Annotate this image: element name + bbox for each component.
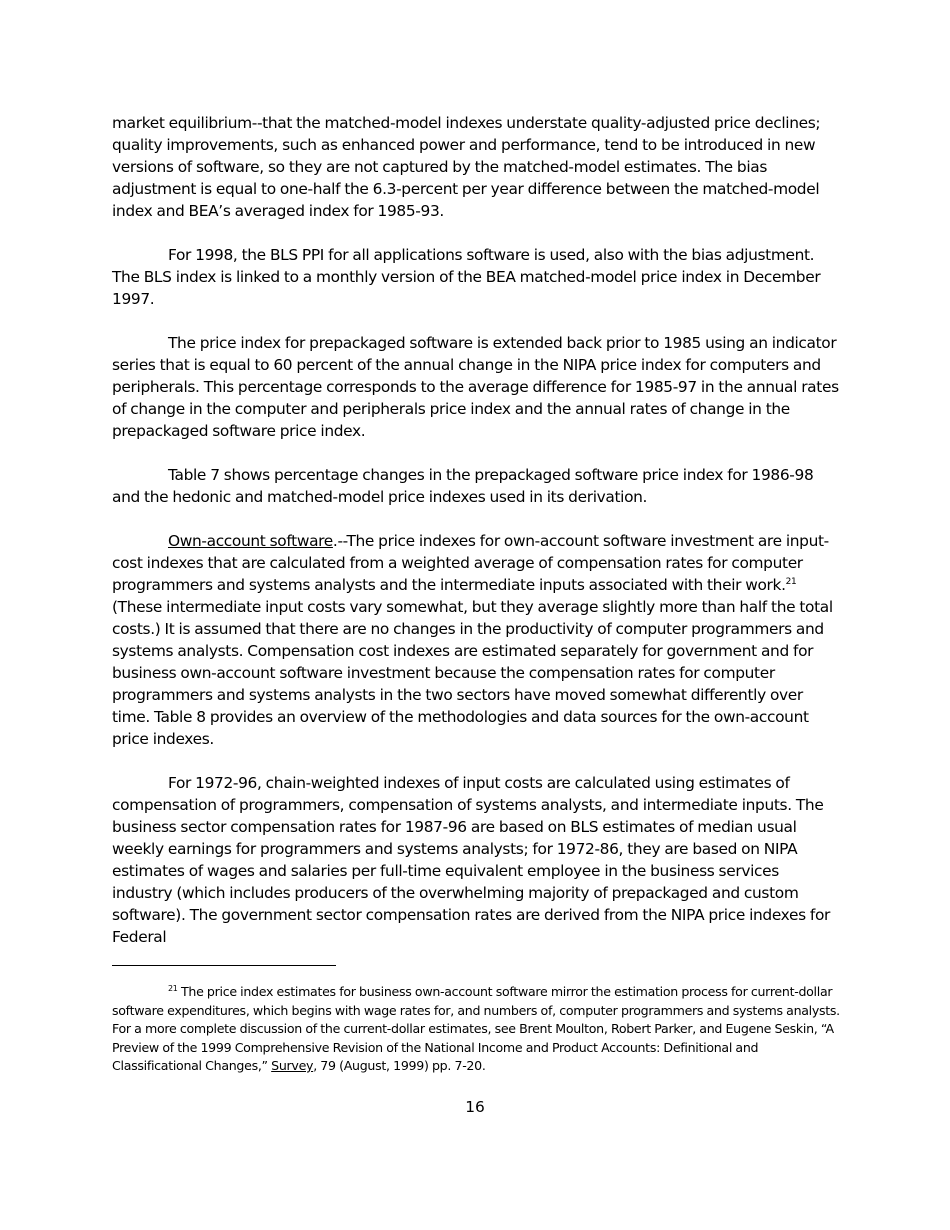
paragraph-1972-96-input-costs: For 1972-96, chain-weighted indexes of input costs are calculated using estimates of compensation of programmers, compensation of systems analysts, and intermediate inputs. The business sector compensation rates for 1987-96 are based on BLS estimates of median usual weekly earnings for programmers and systems analysts; for 1972-86, they are based on NIPA estimates of wages and salaries per full-time equivalent employee in the business services industry (which includes producers of the overwhelming majority of prepackaged and custom software). The government sector compensation rates are derived from the NIPA price indexes for Federal (112, 774, 831, 946)
footnote-journal-title: Survey (271, 1058, 314, 1073)
footnote-text-a: The price index estimates for business own-account software mirror the estimation process for current-dollar software expenditures, which begins with wage rates for, and numbers of, computer programmers and systems analysts. For a more complete discussion of the current-dollar estimates, see Brent Moulton, Robert Parker, and Eugene Seskin, “A Preview of the 1999 Comprehensive Revision of the National Income and Product Accounts: Definitional and Classificational Changes,” (112, 984, 840, 1073)
footnote-reference[interactable]: 21 (785, 576, 797, 587)
paragraph-own-account-text-b: (These intermediate input costs vary somewhat, but they average slightly more than half the total costs.) It is assumed that there are no changes in the productivity of computer programmers and systems analysts. Compensation cost indexes are estimated separately for government and for business own-account software investment because the compensation rates for computer programmers and systems analysts in the two sectors have moved somewhat differently over time. Table 8 provides an overview of the methodologies and data sources for the own-account price indexes. (112, 598, 833, 748)
paragraph-1998-bls-ppi: For 1998, the BLS PPI for all applications software is used, also with the bias adjustment. The BLS index is linked to a monthly version of the BEA matched-model price index in December 1997. (112, 246, 821, 308)
paragraph-own-account-software (112, 530, 842, 750)
footnote-divider (112, 965, 336, 966)
section-heading-own-account: Own-account software (168, 532, 333, 550)
paragraph-own-account-text-a: .--The price indexes for own-account software investment are input-cost indexes that are calculated from a weighted average of compensation rates for computer programmers and systems analysts and the intermediate inputs associated with their work. (112, 532, 829, 594)
paragraph-prepackaged-extension: The price index for prepackaged software is extended back prior to 1985 using an indicator series that is equal to 60 percent of the annual change in the NIPA price index for computers and peripherals. This percentage corresponds to the average difference for 1985-97 in the annual rates of change in the computer and peripherals price index and the annual rates of change in the prepackaged software price index. (112, 334, 839, 440)
paragraph-table-7: Table 7 shows percentage changes in the prepackaged software price index for 1986-98 and the hedonic and matched-model price indexes used in its derivation. (112, 466, 814, 506)
document-body (112, 112, 842, 970)
footnote-21 (112, 983, 842, 1076)
page-number: 16 (465, 1098, 485, 1116)
paragraph-bias-adjustment: market equilibrium--that the matched-model indexes understate quality-adjusted price declines; quality improvements, such as enhanced power and performance, tend to be introduced in new versions of software, so they are not captured by the matched-model estimates. The bias adjustment is equal to one-half the 6.3-percent per year difference between the matched-model index and BEA’s averaged index for 1985-93. (112, 114, 821, 220)
footnote-number: 21 (168, 983, 178, 993)
footnote-text-b: , 79 (August, 1999) pp. 7-20. (313, 1058, 486, 1073)
